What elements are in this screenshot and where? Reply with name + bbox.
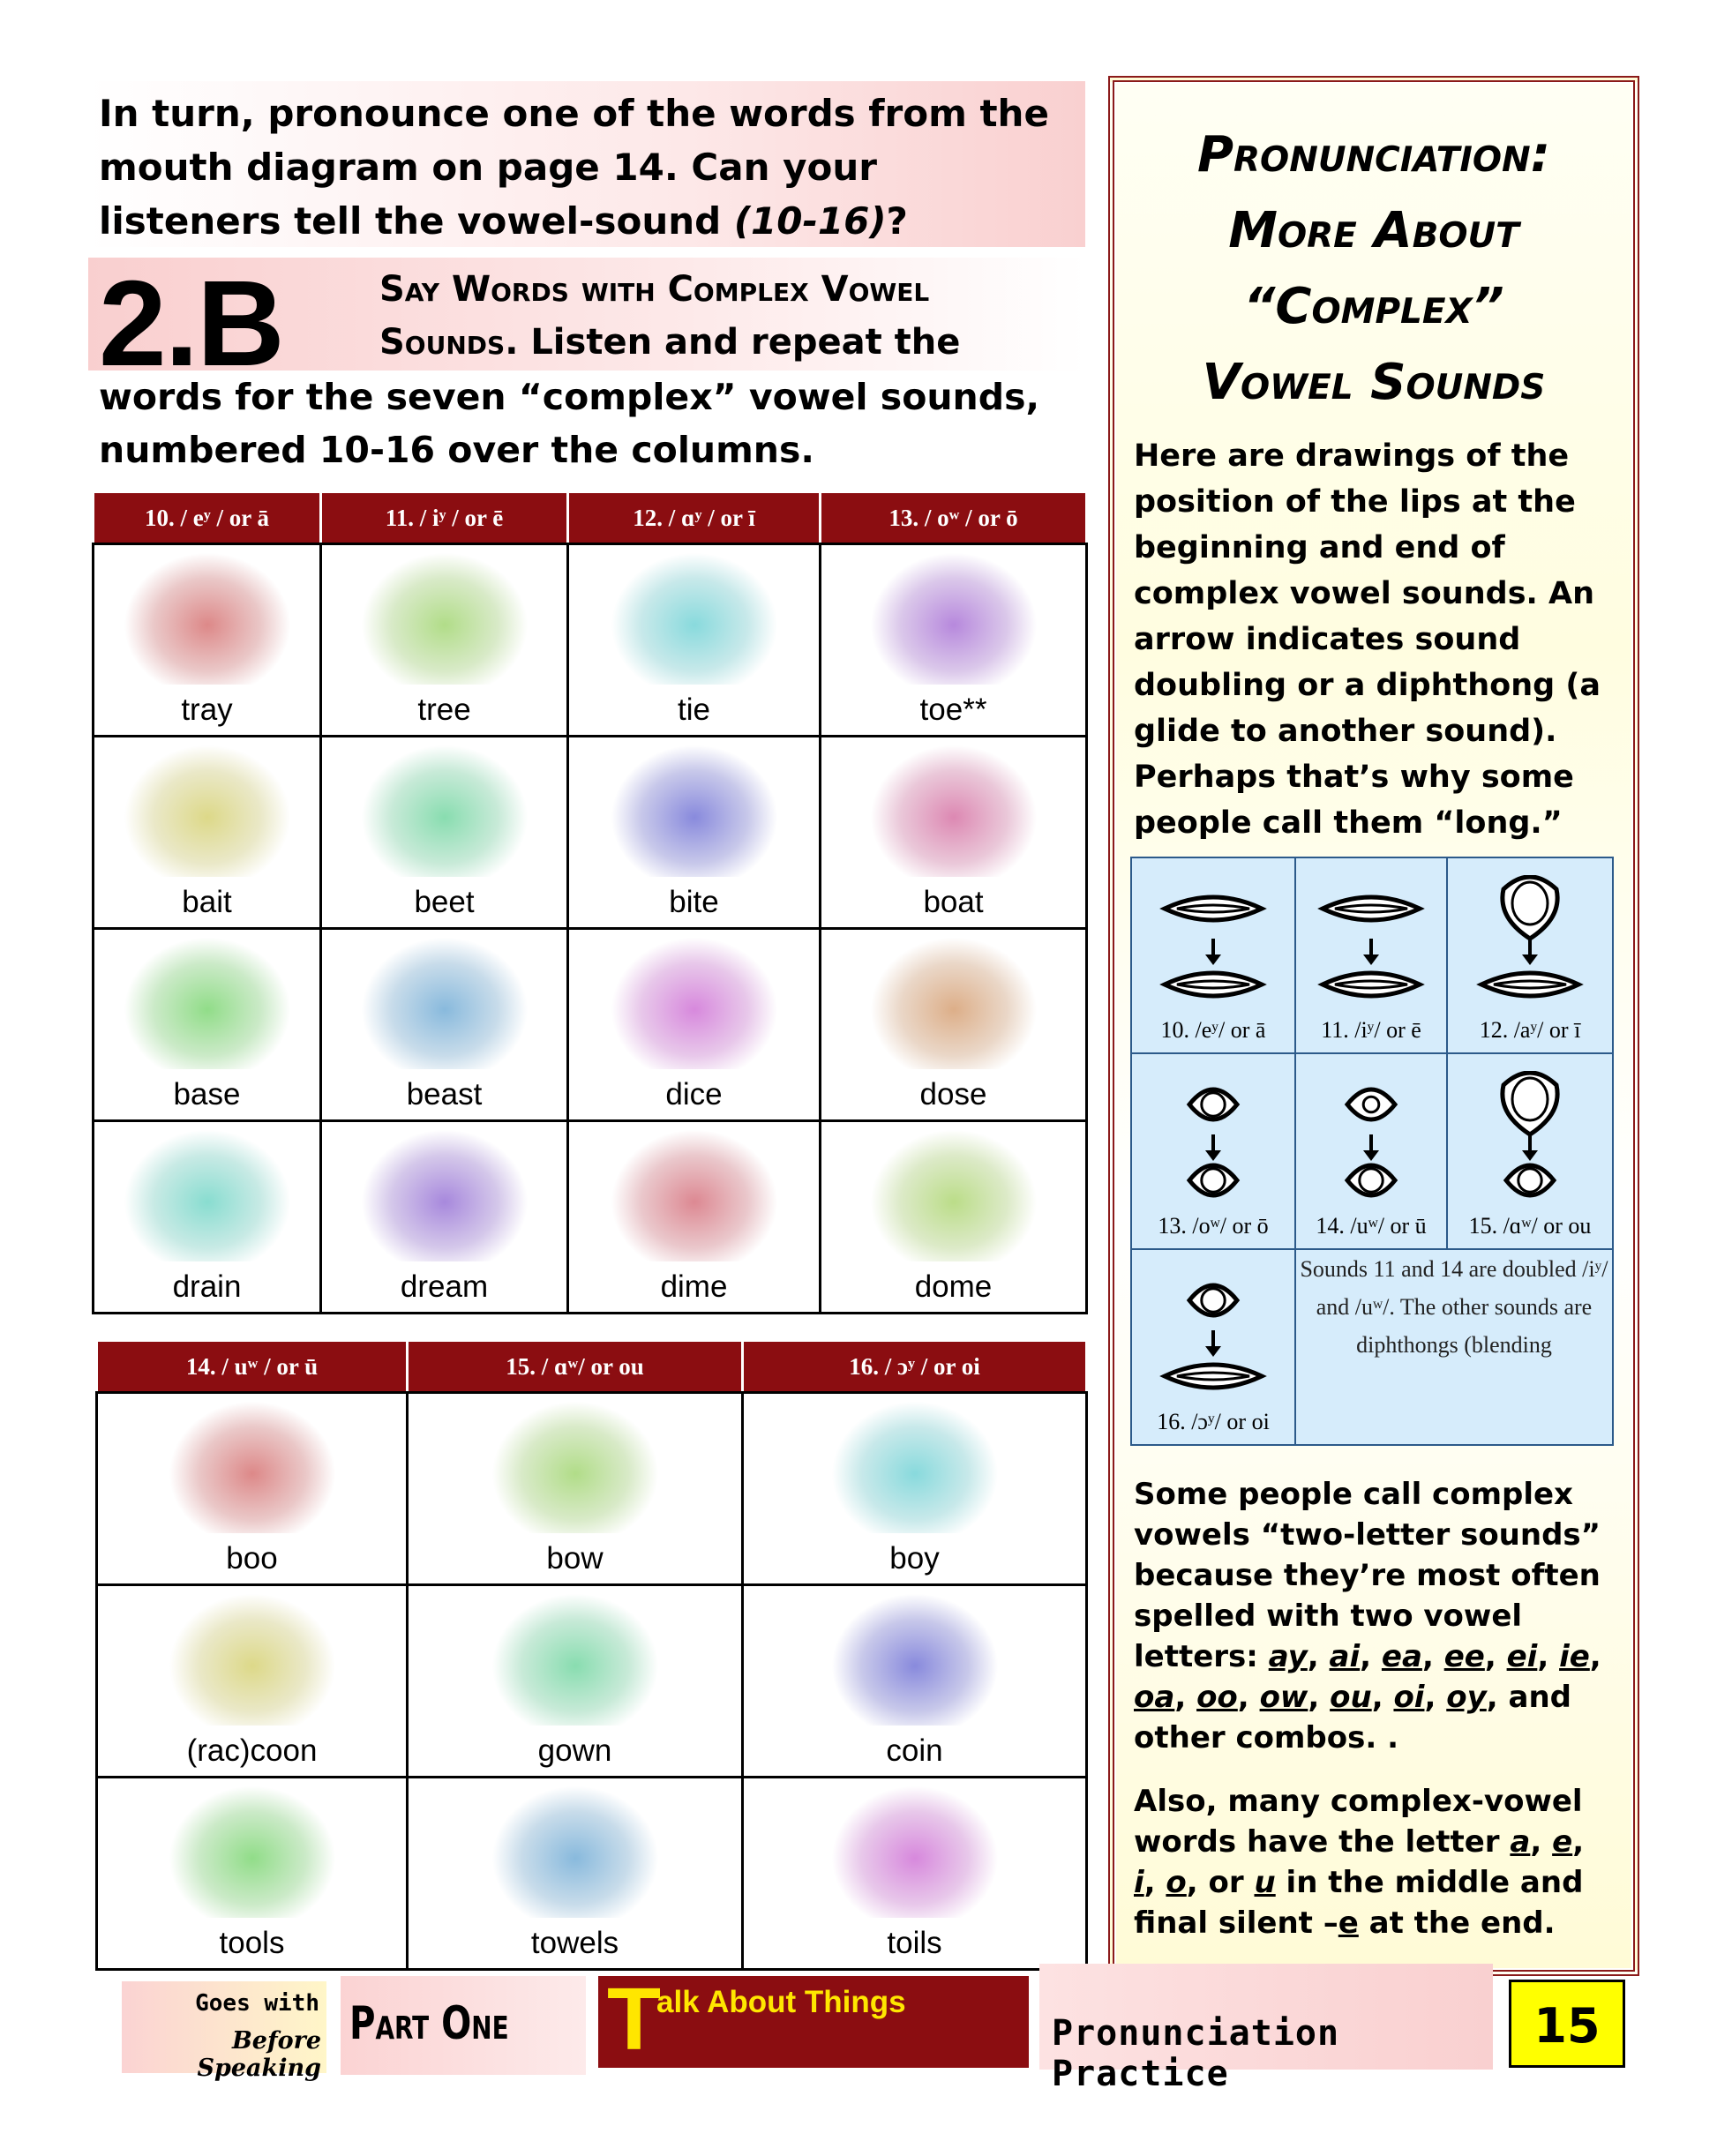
- mouth-diagram-15: [1447, 1053, 1613, 1249]
- vocabulary-word: tray: [181, 692, 233, 727]
- vocabulary-word: gown: [537, 1733, 612, 1768]
- talk-about-things-banner: [598, 1970, 1029, 2069]
- lips-diagram-icon: [1464, 875, 1596, 1007]
- silent-e-letter: e: [1338, 1905, 1359, 1941]
- table-row: [94, 1121, 1087, 1314]
- table-row: [94, 737, 1087, 929]
- lips-diagram-icon: [1147, 1267, 1279, 1399]
- word-cell: [408, 1585, 743, 1778]
- vocabulary-word: coin: [886, 1733, 943, 1768]
- vocabulary-word: boo: [226, 1541, 278, 1576]
- vowel-letter: a: [1510, 1824, 1531, 1860]
- table-row: [97, 1778, 1087, 1970]
- section-name-badge: [1039, 1964, 1493, 2094]
- word-picture: [870, 1129, 1038, 1261]
- intro-line-1: In turn, pronounce one of the words from the: [99, 92, 1049, 135]
- word-cell: [321, 737, 568, 929]
- section-heading: [379, 263, 1085, 369]
- vocabulary-word: tree: [417, 692, 471, 727]
- vocabulary-word: beast: [406, 1077, 483, 1112]
- word-picture: [831, 1785, 999, 1918]
- mouth-label: 11. /iʸ/ or ē: [1321, 1017, 1421, 1043]
- sidebar-title-line-4: Vowel Sounds: [1202, 354, 1546, 411]
- word-cell: [568, 929, 821, 1121]
- goes-with-badge: [122, 1981, 326, 2082]
- intro-line-3: listeners tell the vowel-sound: [99, 199, 734, 243]
- word-cell: [94, 737, 321, 929]
- intro-range: (10-16): [733, 199, 887, 243]
- word-cell: [821, 544, 1087, 737]
- column-header: 11. / iʸ / or ē: [321, 492, 568, 544]
- vowel-table-10-13: [92, 490, 1088, 1314]
- word-cell: [97, 1393, 408, 1585]
- mouth-label: 13. /oʷ/ or ō: [1158, 1213, 1269, 1239]
- vocabulary-word: tie: [678, 692, 710, 727]
- word-picture: [611, 937, 778, 1069]
- word-cell: [743, 1778, 1087, 1970]
- word-cell: [321, 1121, 568, 1314]
- word-picture: [124, 1129, 291, 1261]
- word-picture: [124, 937, 291, 1069]
- vocabulary-word: bait: [182, 885, 232, 919]
- mouth-diagram-12: [1447, 857, 1613, 1053]
- word-picture: [169, 1401, 336, 1533]
- vocabulary-word: dice: [665, 1077, 723, 1112]
- section-instruction-line-3: words for the seven “complex” vowel sounds,: [99, 376, 1040, 418]
- sidebar-paragraph-3-middle: in the middle and final silent –: [1134, 1865, 1584, 1941]
- mouth-diagram-note: Sounds 11 and 14 are doubled /iʸ/ and /uʷ/. The other sounds are diphthongs (blending: [1295, 1249, 1613, 1445]
- vowel-letter-combos: ay, ai, ea, ee, ei, ie, oa, oo, ow, ou, oi, oy: [1134, 1639, 1601, 1715]
- table-header-row: [97, 1341, 1087, 1393]
- word-cell: [94, 929, 321, 1121]
- vocabulary-word: dream: [400, 1269, 489, 1304]
- vowel-letter: ie: [1559, 1639, 1590, 1674]
- vocabulary-word: bow: [546, 1541, 604, 1576]
- word-picture: [611, 552, 778, 685]
- word-picture: [491, 1593, 659, 1726]
- mouth-diagram-11: [1295, 857, 1447, 1053]
- sidebar-paragraph-3-end: at the end.: [1358, 1905, 1556, 1941]
- vowel-letter: i: [1134, 1865, 1144, 1900]
- word-cell: [94, 1121, 321, 1314]
- sidebar-pronunciation: [1108, 76, 1639, 1976]
- word-picture: [361, 745, 529, 877]
- word-cell: [821, 737, 1087, 929]
- word-cell: [821, 929, 1087, 1121]
- vowel-letter: oy: [1446, 1680, 1487, 1715]
- mouth-label: 16. /ɔʸ/ or oi: [1157, 1409, 1270, 1434]
- intro-line-2: mouth diagram on page 14. Can your: [99, 146, 877, 189]
- sidebar-title-line-1: Pronunciation:: [1196, 126, 1551, 183]
- section-instruction-start: Listen and repeat the: [518, 322, 961, 363]
- book-title: Before Speaking: [197, 2027, 321, 2082]
- word-picture: [169, 1593, 336, 1726]
- table-header-row: [94, 492, 1087, 544]
- section-name-text: Pronunciation Practice: [1052, 2013, 1340, 2094]
- word-cell: [97, 1585, 408, 1778]
- sidebar-paragraph-3-text: Also, many complex-vowel words have the letter: [1134, 1784, 1583, 1860]
- word-cell: [321, 544, 568, 737]
- vocabulary-word: boy: [889, 1541, 940, 1576]
- column-header: 13. / oʷ / or ō: [821, 492, 1087, 544]
- intro-question-mark: ?: [886, 199, 908, 243]
- vocabulary-word: base: [173, 1077, 241, 1112]
- word-picture: [124, 552, 291, 685]
- vowel-letter: ow: [1259, 1680, 1308, 1715]
- word-cell: [568, 1121, 821, 1314]
- sidebar-paragraph-2-end: , and other combos. .: [1134, 1680, 1572, 1755]
- lips-diagram-icon: [1464, 1071, 1596, 1203]
- vowel-letter: e: [1552, 1824, 1573, 1860]
- vowel-letter: u: [1254, 1865, 1276, 1900]
- mouth-label: 12. /aʸ/ or ī: [1479, 1017, 1581, 1043]
- vocabulary-word: drain: [172, 1269, 242, 1304]
- sidebar-title-line-3: “Complex”: [1243, 278, 1504, 335]
- word-picture: [611, 1129, 778, 1261]
- intro-text: [99, 86, 1087, 248]
- vowel-letter: ou: [1330, 1680, 1372, 1715]
- table-row: [97, 1393, 1087, 1585]
- goes-with-text: Goes with: [195, 1990, 319, 2017]
- word-cell: [743, 1393, 1087, 1585]
- table-row: [94, 929, 1087, 1121]
- lips-diagram-icon: [1305, 875, 1437, 1007]
- table-row: [97, 1585, 1087, 1778]
- word-cell: [821, 1121, 1087, 1314]
- word-cell: [743, 1585, 1087, 1778]
- vocabulary-word: toe**: [919, 692, 987, 727]
- vowel-letter: ea: [1381, 1639, 1422, 1674]
- section-number: 2.B: [99, 256, 283, 392]
- section-instruction: [99, 371, 1087, 476]
- lips-diagram-icon: [1147, 1071, 1279, 1203]
- vocabulary-word: boat: [923, 885, 984, 919]
- vocabulary-word: toils: [887, 1926, 942, 1960]
- section-heading-title: Say Words with Complex Vowel: [379, 269, 930, 310]
- table-row: [94, 544, 1087, 737]
- mouth-diagram-grid: [1130, 857, 1614, 1446]
- vocabulary-word: (rac)coon: [186, 1733, 318, 1768]
- part-one-text: Part One: [349, 1997, 509, 2050]
- section-heading-title-end: Sounds.: [379, 322, 519, 363]
- word-cell: [408, 1778, 743, 1970]
- mouth-label: 14. /uʷ/ or ū: [1316, 1213, 1427, 1239]
- word-cell: [408, 1393, 743, 1585]
- section-instruction-line-4: numbered 10-16 over the columns.: [99, 429, 814, 471]
- talk-initial-letter: T: [607, 1970, 662, 2069]
- mouth-diagram-16: [1131, 1249, 1295, 1445]
- word-picture: [870, 552, 1038, 685]
- mouth-label: 15. /ɑʷ/ or ou: [1468, 1213, 1592, 1239]
- sidebar-paragraph-2: [1134, 1474, 1610, 1758]
- word-picture: [611, 745, 778, 877]
- column-header: 15. / ɑʷ/ or ou: [408, 1341, 743, 1393]
- word-picture: [831, 1401, 999, 1533]
- word-cell: [97, 1778, 408, 1970]
- sidebar-paragraph-2-text: Some people call complex vowels “two-letter sounds” because they’re most often spelled with two vowel letters:: [1134, 1477, 1601, 1674]
- word-cell: [321, 929, 568, 1121]
- lips-diagram-icon: [1305, 1071, 1437, 1203]
- word-cell: [94, 544, 321, 737]
- word-picture: [870, 745, 1038, 877]
- word-picture: [831, 1593, 999, 1726]
- part-one-badge: [341, 1976, 586, 2075]
- vowel-letter: ay: [1268, 1639, 1308, 1674]
- word-picture: [124, 745, 291, 877]
- word-picture: [169, 1785, 336, 1918]
- word-cell: [568, 544, 821, 737]
- vowel-letter: oi: [1393, 1680, 1425, 1715]
- page-number-box: [1509, 1980, 1625, 2068]
- section-2b: [88, 258, 1085, 471]
- page-number: 15: [1533, 1998, 1601, 2054]
- sidebar-title: [1114, 117, 1633, 421]
- vowel-letter: oo: [1196, 1680, 1238, 1715]
- word-picture: [491, 1401, 659, 1533]
- word-picture: [361, 937, 529, 1069]
- vowel-letter: ei: [1506, 1639, 1538, 1674]
- word-picture: [491, 1785, 659, 1918]
- mouth-diagram-13: [1131, 1053, 1295, 1249]
- word-picture: [361, 1129, 529, 1261]
- mouth-diagram-14: [1295, 1053, 1447, 1249]
- mouth-label: 10. /eʸ/ or ā: [1160, 1017, 1266, 1043]
- vocabulary-word: dose: [919, 1077, 987, 1112]
- mouth-diagram-10: [1131, 857, 1295, 1053]
- vowel-letter: ai: [1329, 1639, 1361, 1674]
- column-header: 14. / uʷ / or ū: [97, 1341, 408, 1393]
- talk-about-things-text: alk About Things: [656, 1985, 906, 2019]
- word-cell: [568, 737, 821, 929]
- sidebar-paragraph-3: [1134, 1781, 1610, 1943]
- vocabulary-word: beet: [414, 885, 475, 919]
- word-picture: [870, 937, 1038, 1069]
- vocabulary-word: towels: [530, 1926, 619, 1960]
- sidebar-title-line-2: More About: [1228, 202, 1519, 259]
- column-header: 12. / ɑʸ / or ī: [568, 492, 821, 544]
- vowel-letter: ee: [1443, 1639, 1485, 1674]
- vowel-table-14-16: [95, 1339, 1088, 1971]
- vowel-letter: oa: [1134, 1680, 1175, 1715]
- vowel-letter: o: [1166, 1865, 1187, 1900]
- vocabulary-word: dome: [914, 1269, 993, 1304]
- vocabulary-word: bite: [669, 885, 719, 919]
- lips-diagram-icon: [1147, 875, 1279, 1007]
- column-header: 16. / ɔʸ / or oi: [743, 1341, 1087, 1393]
- vocabulary-word: tools: [219, 1926, 285, 1960]
- vowel-letters: a, e, i, o, or u: [1134, 1824, 1585, 1900]
- sidebar-paragraph-1: Here are drawings of the position of the lips at the beginning and end of complex vowel sounds. An arrow indicates sound doubling or a diphthong (a glide to another sound). Perhaps that’s why some people call them “long.”: [1134, 438, 1601, 841]
- word-picture: [361, 552, 529, 685]
- intro-box: [88, 81, 1085, 247]
- column-header: 10. / eʸ / or ā: [94, 492, 321, 544]
- vocabulary-word: dime: [660, 1269, 728, 1304]
